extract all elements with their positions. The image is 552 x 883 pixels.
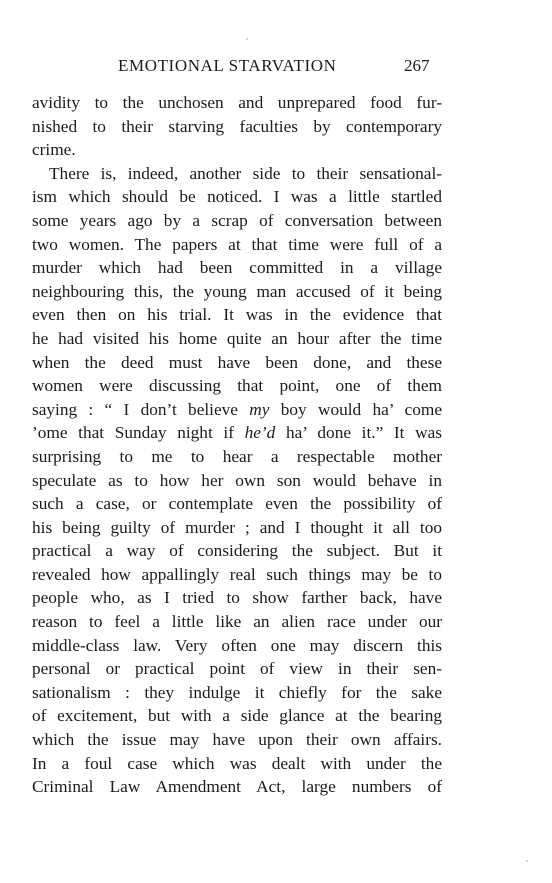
- text-line: personal or practical point of view in their sen-: [32, 659, 442, 679]
- text-line: There is, indeed, another side to their sensational-: [49, 163, 442, 183]
- text-run: boy would ha’ come: [269, 399, 442, 419]
- text-line: women were discussing that point, one of them: [32, 376, 442, 396]
- text-line: In a foul case which was dealt with under the: [32, 753, 442, 773]
- text-line: speculate as to how her own son would behave in: [32, 470, 442, 490]
- text-line: surprising to me to hear a respectable mother: [32, 446, 442, 466]
- text-line: [32, 398, 442, 422]
- text-run: ha’ done it.” It was: [275, 423, 442, 443]
- text-line: ism which should be noticed. I was a little startled: [32, 187, 442, 207]
- text-line: such a case, or contemplate even the possibility of: [32, 494, 442, 514]
- text-run: ’ome that Sunday night if: [32, 423, 245, 443]
- scan-speck: [526, 860, 528, 862]
- text-line: he had visited his home quite an hour after the time: [32, 328, 442, 348]
- text-line: nished to their starving faculties by contemporary: [32, 116, 442, 136]
- text-line: [32, 421, 442, 445]
- text-line: middle-class law. Very often one may discern this: [32, 635, 442, 655]
- text-line: Criminal Law Amendment Act, large numbers of: [32, 777, 442, 797]
- text-line: people who, as I tried to show farther back, have: [32, 588, 442, 608]
- running-head: [0, 56, 552, 80]
- text-line: revealed how appallingly real such things may be to: [32, 564, 442, 584]
- text-run: saying : “ I don’t believe: [32, 399, 250, 419]
- text-line: sationalism : they indulge it chiefly for the sake: [32, 682, 442, 702]
- text-line: neighbouring this, the young man accused of it being: [32, 281, 442, 301]
- text-line: of excitement, but with a side glance at the bearing: [32, 706, 442, 726]
- scan-speck: [246, 38, 248, 40]
- text-line: when the deed must have been done, and these: [32, 352, 442, 372]
- running-title: EMOTIONAL STARVATION: [118, 56, 337, 75]
- text-line: his being guilty of murder ; and I thought it all too: [32, 517, 442, 537]
- text-line: crime.: [32, 140, 76, 160]
- text-line: practical a way of considering the subject. But it: [32, 541, 442, 561]
- text-line: avidity to the unchosen and unprepared food fur-: [32, 93, 442, 112]
- text-line: two women. The papers at that time were full of a: [32, 234, 442, 254]
- text-line: reason to feel a little like an alien race under our: [32, 612, 442, 632]
- page-number: 267: [404, 56, 430, 75]
- text-line: murder which had been committed in a village: [32, 258, 442, 278]
- italic-word: he’d: [244, 423, 276, 443]
- text-line: even then on his trial. It was in the evidence that: [32, 305, 442, 325]
- text-line: some years ago by a scrap of conversation between: [32, 210, 442, 230]
- italic-word: my: [249, 399, 270, 419]
- body-text: [32, 91, 442, 799]
- text-line: which the issue may have upon their own affairs.: [32, 730, 442, 750]
